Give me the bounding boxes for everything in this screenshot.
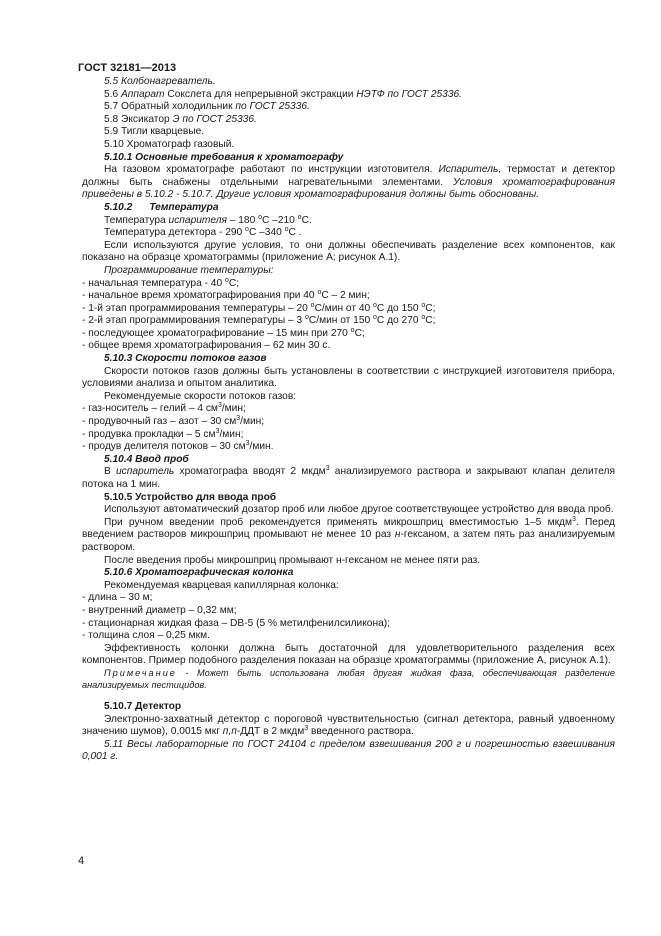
item-5-7: 5.7 Обратный холодильник по ГОСТ 25336.	[104, 101, 310, 113]
item-5-5: 5.5 Колбонагреватель.	[104, 76, 216, 87]
recommended-flows-label: Рекомендуемые скорости потоков газов:	[104, 390, 297, 402]
temp-list-item: - 1-й этап программирования температуры – 20 $^о$С/мин от 40 $^о$С до 150 $^о$С;	[82, 301, 436, 314]
column-label: Рекомендуемая кварцевая капиллярная колонка:	[104, 579, 339, 591]
gas-list-item: - продувка прокладки – 5 $см^3$/мин;	[82, 427, 244, 440]
item-5-11: 5.11 Весы лабораторные по ГОСТ 24104 с пределом взвешивания 200 г и погрешностью взвешивания 0,001 г.	[82, 738, 615, 763]
page-content	[82, 76, 615, 764]
gas-list-item: - продув делителя потоков – 30 $см^3$/мин.	[82, 440, 274, 453]
paragraph-gas-flows: Скорости потоков газов должны быть установлены в соответствии с инструкцией изготовителя прибора, условиями анализа и опытом аналитика.	[82, 365, 615, 390]
column-list-item: - внутренний диаметр – 0,32 мм;	[82, 604, 237, 616]
column-list-item: - стационарная жидкая фаза – DB-5 (5 % метилфенилсиликона);	[82, 617, 390, 629]
temp-programming-label: Программирование температуры:	[104, 264, 274, 276]
temp-evaporator: Температура испарителя – 180 $^о$С –210 $^о$С.	[104, 213, 312, 226]
paragraph-sample-input: В испаритель хроматографа вводят 2 мкдм$^3$ анализируемого раствора и закрывают клапан делителя потока на 1 мин.	[82, 465, 615, 490]
item-5-10: 5.10 Хроматограф газовый.	[104, 138, 235, 150]
paragraph-5-10-1: На газовом хроматографе работают по инструкции изготовителя. Испаритель, термостат и детектор должны быть снабжены отдельными нагревательными элементами. Условия хроматографирования приведены в 5.10.2 - 5.10.7. Другие условия хроматографирования должны быть обоснованы.	[82, 164, 616, 201]
item-5-6: 5.6 Аппарат Сокслета для непрерывной экстракции НЭТФ по ГОСТ 25336.	[104, 88, 462, 100]
heading-5-10-4: 5.10.4 Ввод проб	[104, 453, 189, 465]
temp-list-item: - общее время хроматографирования – 62 мин 30 с.	[82, 340, 331, 352]
temp-list-item: - последующее хроматографирование – 15 мин при 270 $^о$С;	[82, 326, 365, 339]
item-5-9: 5.9 Тигли кварцевые.	[104, 126, 205, 138]
heading-5-10-2: 5.10.2 Температура	[104, 201, 219, 213]
paragraph-manual-injection: При ручном введении проб рекомендуется применять микрошприц вместимостью 1–5 мкдм$^3$. Перед введением растворов микрошприц промывают не менее 10 раз н-гексаном, а затем пять раз анализируемым раствором.	[82, 515, 615, 553]
temp-list-item: - 2-й этап программирования температуры – 3 $^о$С/мин от 150 $^о$С до 270 $^о$С;	[82, 314, 436, 327]
paragraph-syringe-wash: После введения пробы микрошприц промывают н-гексаном не менее пяти раз.	[104, 554, 481, 566]
page-number: 4	[78, 855, 85, 867]
paragraph-detector: Электронно-захватный детектор с пороговой чувствительностью (сигнал детектора, равный удвоенному значению шумов), 0,0015 мкг п,п-ДДТ в 2 мкдм$^3$ введенного раствора.	[82, 713, 615, 738]
note: Примечание - Может быть использована любая другая жидкая фаза, обеспечивающая разделение анализируемых пестицидов.	[82, 667, 615, 690]
heading-5-10-5: 5.10.5 Устройство для ввода проб	[104, 491, 277, 503]
paragraph-other-conditions: Если используются другие условия, то они должны обеспечивать разделение всех компонентов, как показано на образце хроматограммы (приложение А; рисунок А.1).	[82, 239, 615, 264]
item-5-8: 5.8 Эксикатор Э по ГОСТ 25336.	[104, 113, 257, 125]
paragraph-column-efficiency: Эффективность колонки должна быть достаточной для удовлетворительного разделения всех компонентов. Пример подобного разделения показан на образце хроматограммы (приложение А, рисунок А.1).	[82, 642, 615, 667]
temp-detector: Температура детектора - 290 $^о$С –340 $^о$С .	[104, 226, 302, 239]
paragraph-autosampler: Используют автоматический дозатор проб или любое другое соответствующее устройство для ввода проб.	[104, 504, 614, 516]
heading-5-10-7: 5.10.7 Детектор	[104, 701, 182, 713]
temp-list-item: - начальная температура - 40 $^о$С;	[82, 276, 240, 289]
heading-5-10-1: 5.10.1 Основные требования к хроматографу	[104, 151, 344, 163]
standard-header: ГОСТ 32181—2013	[78, 62, 177, 74]
column-list-item: - толщина слоя – 0,25 мкм.	[82, 630, 210, 642]
heading-5-10-3: 5.10.3 Скорости потоков газов	[104, 353, 267, 365]
gas-list-item: - продувочный газ – азот – 30 $см^3$/мин;	[82, 415, 265, 428]
temp-list-item: - начальное время хроматографирования при 40 $^о$С – 2 мин;	[82, 289, 370, 302]
heading-5-10-6: 5.10.6 Хроматографическая колонка	[104, 567, 294, 579]
column-list-item: - длина – 30 м;	[82, 592, 153, 604]
gas-list-item: - газ-носитель – гелий – 4 $см^3$/мин;	[82, 402, 246, 415]
